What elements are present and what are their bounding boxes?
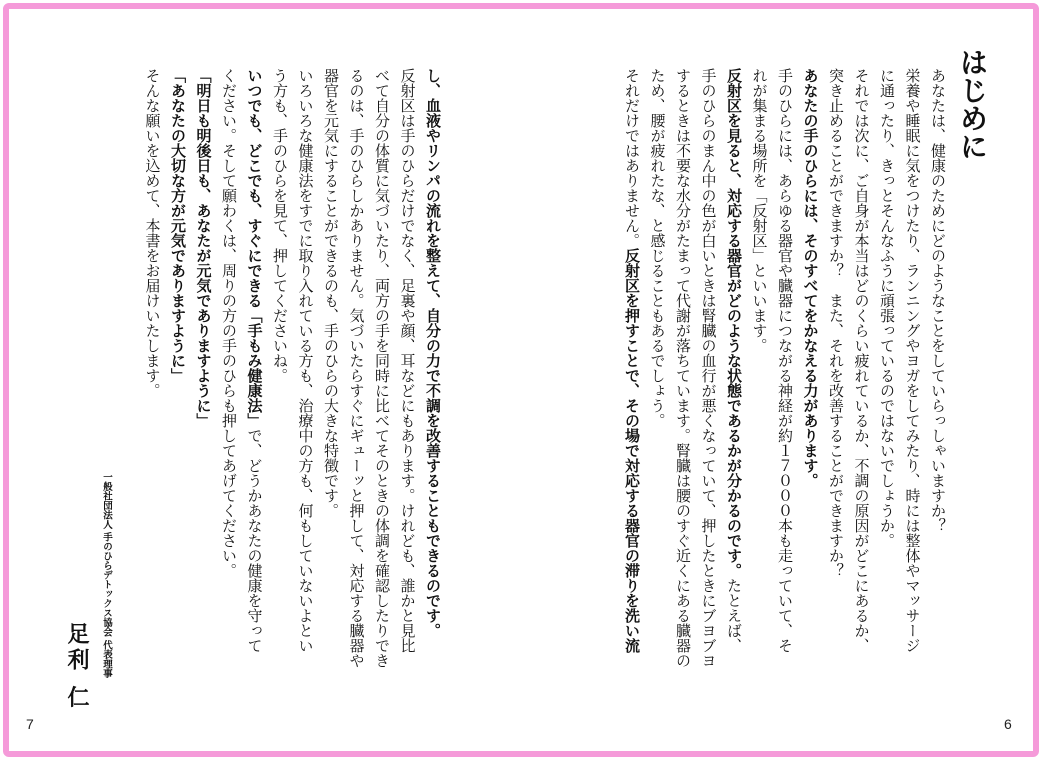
body-text: あなたは、健康のためにどのようなことをしていらっしゃいますか？ — [929, 68, 947, 533]
emphasized-text: 「明日も明後日も、あなたが元気でありますように」 — [194, 68, 213, 428]
left-page-body — [130, 68, 445, 708]
left-page-text-column — [292, 68, 318, 708]
body-text: それでは次に、ご自身が本当はどのくらい疲れているか、不調の原因がどこにあるか、 — [852, 68, 871, 653]
left-page-text-column — [165, 68, 191, 708]
body-text: それだけではありません。 — [623, 68, 641, 248]
right-page-text-column — [644, 68, 670, 708]
left-page-text-column — [318, 68, 344, 708]
body-text: 栄養や睡眠に気をつけたり、ランニングやヨガをしてみたり、時には整体やマッサージ — [903, 68, 922, 653]
body-text: べて自分の体質に気づいたり、両方の手を同時に比べてそのときの体調を確認したりでき — [373, 68, 391, 668]
body-text: 器官を元気にすることができるのも、手のひらの大きな特徴です。 — [322, 68, 340, 518]
body-text: たとえば、 — [725, 578, 743, 653]
left-page-text-column — [343, 68, 369, 708]
right-page-text-column — [721, 68, 747, 708]
right-page-text-column — [772, 68, 798, 708]
emphasized-text: 「あなたの大切な方が元気でありますように」 — [169, 68, 187, 383]
right-page-text-column — [695, 68, 721, 708]
right-page-text-column — [848, 68, 874, 708]
body-text: に通ったり、きっとそんなふうに頑張っているのではないでしょうか。 — [878, 68, 896, 548]
right-page-text-column — [797, 68, 823, 708]
emphasized-text: あなたの手のひらには、そのすべてをかなえる力があります。 — [801, 68, 820, 488]
right-page-text-column — [874, 68, 900, 708]
emphasized-text: 反射区を見ると、対応する器官がどのような状態であるかが分かるのです。 — [725, 68, 743, 578]
left-page-text-column — [139, 68, 165, 708]
left-page-text-column — [420, 68, 446, 708]
author-organization: 一般社団法人 手のひらデトックス協会 代表理事 — [101, 472, 112, 679]
body-text: 反射区は手のひらだけでなく、足裏や顔、耳などにもあります。けれども、誰かと見比 — [398, 68, 417, 653]
body-text: で、どうかあなたの健康を守って — [245, 428, 264, 653]
left-page-text-column — [267, 68, 293, 708]
right-page-text-column — [925, 68, 951, 708]
emphasized-text: 反射区を押すことで、その場で対応する器官の滞りを洗い流 — [623, 248, 641, 653]
body-text: 突き止めることができますか？ また、それを改善することができますか？ — [827, 68, 845, 578]
page-title: はじめに — [956, 48, 989, 160]
left-page-text-column — [216, 68, 242, 708]
emphasized-text: し、血液やリンパの流れを整えて、自分の力で不調を改善することもできるのです。 — [424, 68, 442, 638]
body-text: ください。そして願わくは、周りの方の手のひらも押してあげてください。 — [220, 68, 238, 578]
left-page-text-column — [190, 68, 216, 708]
right-page-body — [590, 68, 950, 708]
author-name: 足利 仁 — [64, 622, 89, 712]
body-text: るのは、手のひらしかありません。気づいたらすぐにギューッと押して、対応する臓器や — [347, 68, 366, 668]
left-page-text-column — [369, 68, 395, 708]
page-number-left: 7 — [26, 716, 34, 732]
body-text: ため、腰が疲れたな、と感じることもあるでしょう。 — [648, 68, 667, 428]
emphasized-text: いつでも、どこでも、すぐにできる「手もみ健康法」 — [245, 68, 264, 428]
right-page-text-column — [899, 68, 925, 708]
right-page-text-column — [670, 68, 696, 708]
body-text: 手のひらには、あらゆる器官や臓器につながる神経が約１７０００本も走っていて、そ — [776, 68, 794, 653]
right-page-text-column — [823, 68, 849, 708]
body-text: 手のひらのまん中の色が白いときは腎臓の血行が悪くなっていて、押したときにブヨブヨ — [699, 68, 718, 668]
body-text: するときは不要な水分がたまって代謝が落ちています。腎臓は腰のすぐ近くにある臓器の — [674, 68, 692, 668]
body-text: そんな願いを込めて、本書をお届けいたします。 — [143, 68, 162, 398]
body-text: れが集まる場所を「反射区」といいます。 — [750, 68, 769, 353]
body-text: う方も、手のひらを見て、押してくださいね。 — [271, 68, 289, 383]
left-page-text-column — [241, 68, 267, 708]
right-page-text-column — [619, 68, 645, 708]
body-text: いろいろな健康法をすでに取り入れている方も、治療中の方も、何もしていないよとい — [296, 68, 315, 653]
page-number-right: 6 — [1004, 716, 1012, 732]
left-page-text-column — [394, 68, 420, 708]
right-page-text-column — [746, 68, 772, 708]
